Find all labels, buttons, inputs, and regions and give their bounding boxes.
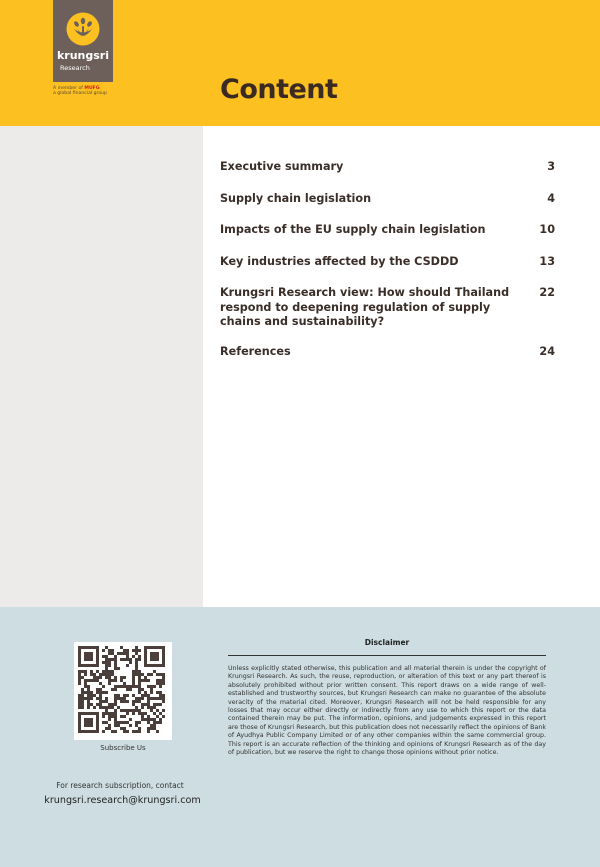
disclaimer-text: Unless explicitly stated otherwise, this publication and all material therein is under the copyright of Krungsri Research. As such, the reuse, reproduction, or alteration of this text or any part thereof is absolutely prohibited without prior written consent. This report draws on a wide range of well-established and trustworthy sources, but Krungsri Research can make no guarantee of the absolute veracity of the material cited. Moreover, Krungsri Research will not be held responsible for any losses that may occur either directly or indirectly from any use to which this report or the data contained therein may be put. The information, opinions, and judgements expressed in this report are those of Krungsri Research, but this publication does not necessarily reflect the opinions of Bank of Ayudhya Public Company Limited or of any other companies within the same commercial group. This report is an accurate reflection of the thinking and opinions of Krungsri Research as of the day of publication, but we reserve the right to change those opinions without prior notice. xyxy=(228,665,546,757)
toc-entry-references[interactable] xyxy=(220,345,555,360)
toc-entry-page: 4 xyxy=(547,192,555,205)
toc-entry-page: 24 xyxy=(539,345,555,358)
disclaimer-divider xyxy=(228,655,546,656)
toc-entry-page: 10 xyxy=(539,223,555,236)
disclaimer-title: Disclaimer xyxy=(364,638,410,647)
toc-entry-supply-chain-legislation[interactable] xyxy=(220,192,555,207)
brand-name: krungsri xyxy=(56,49,110,62)
toc-entry-title: Key industries affected by the CSDDD xyxy=(220,255,459,268)
qr-code[interactable] xyxy=(74,642,172,740)
toc-entry-research-view[interactable] xyxy=(220,286,555,330)
toc-entry-title: Executive summary xyxy=(220,160,344,173)
member-group: a global financial group xyxy=(53,91,107,97)
toc-entry-title: Supply chain legislation xyxy=(220,192,372,205)
email-link[interactable]: krungsri.research@krungsri.com xyxy=(44,795,201,806)
krungsri-logo-icon xyxy=(66,12,100,46)
toc-entry-title: Impacts of the EU supply chain legislation xyxy=(220,223,486,236)
toc-entry-key-industries[interactable] xyxy=(220,255,555,270)
toc-entry-impacts[interactable] xyxy=(220,223,555,238)
toc-entry-title: References xyxy=(220,345,291,358)
subscribe-label: Subscribe Us xyxy=(100,744,146,752)
mufg-logo-icon: MUFG xyxy=(84,86,100,91)
contact-text: For research subscription, contact xyxy=(56,781,184,790)
toc-entry-executive-summary[interactable] xyxy=(220,160,555,175)
brand-subtitle: Research xyxy=(60,64,90,72)
side-panel xyxy=(0,126,203,607)
page-title: Content xyxy=(220,74,338,105)
footer xyxy=(0,607,600,867)
member-tagline xyxy=(53,86,107,96)
header-band xyxy=(0,0,600,126)
toc-entry-page: 22 xyxy=(539,286,555,299)
logo-block[interactable] xyxy=(53,0,113,82)
toc-entry-page: 13 xyxy=(539,255,555,268)
qr-code-icon xyxy=(74,642,172,740)
member-prefix: A member of xyxy=(53,86,83,91)
toc-entry-title: Krungsri Research view: How should Thailand respond to deepening regulation of supply chains and sustainability? xyxy=(220,286,510,328)
toc-entry-page: 3 xyxy=(547,160,555,173)
